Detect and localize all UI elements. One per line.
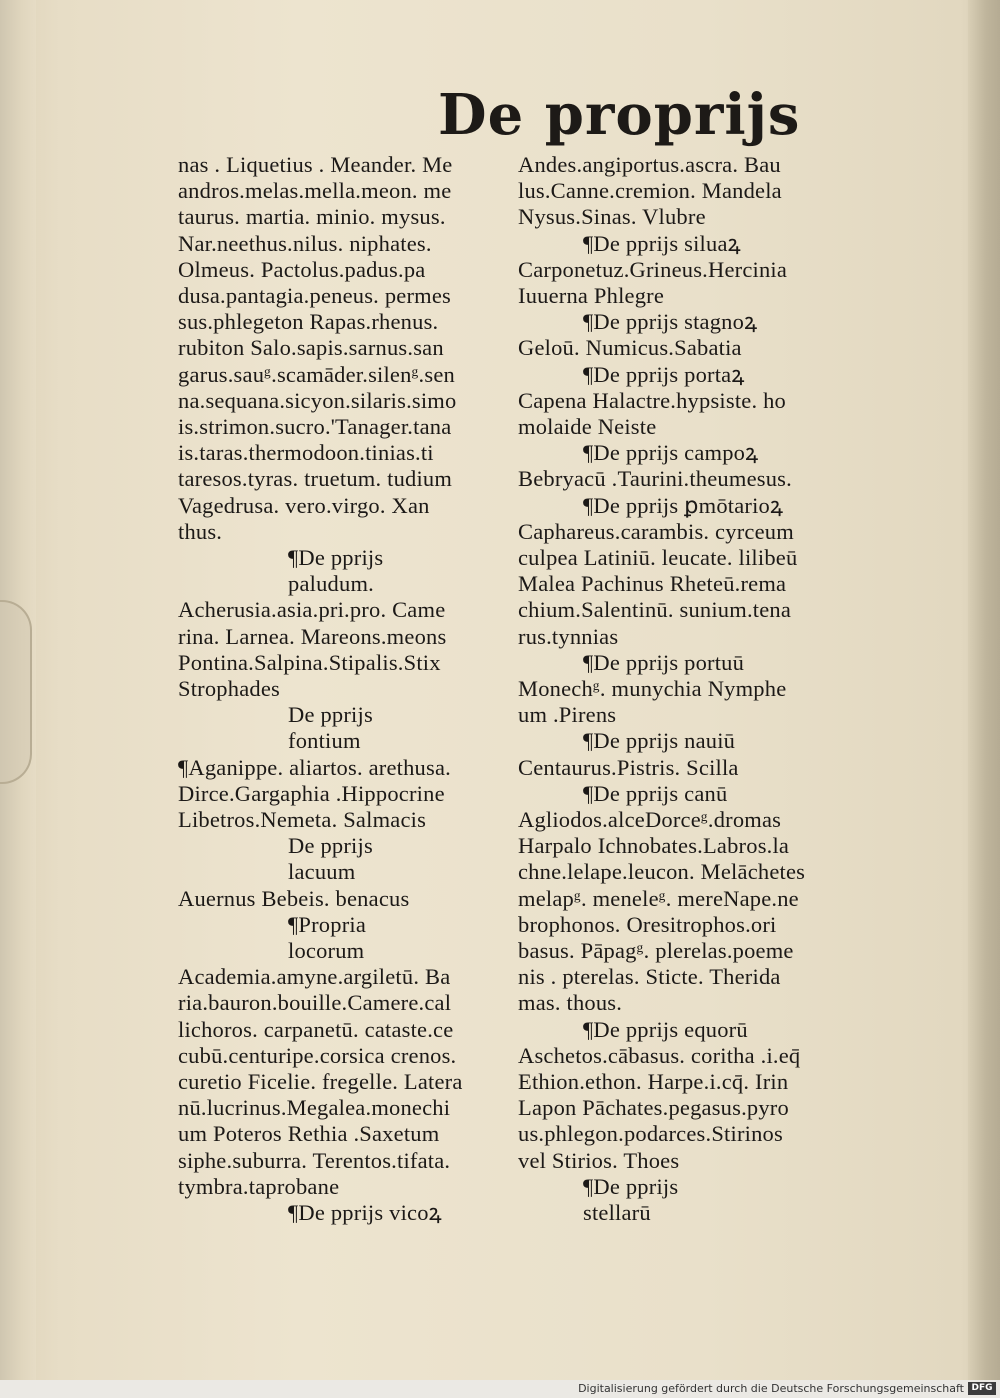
text-line: Academia.amyne.argiletū. Ba bbox=[178, 964, 451, 990]
section-heading: ¶De pprijs campoꝝ bbox=[583, 440, 759, 466]
text-line: ria.bauron.bouille.Camere.cal bbox=[178, 990, 452, 1016]
section-heading: ¶De pprijs siluaꝝ bbox=[583, 230, 741, 256]
section-heading: ¶De pprijs stagnoꝝ bbox=[583, 309, 758, 335]
section-heading: De pprijs bbox=[288, 702, 373, 728]
text-line: lichoros. carpanetū. cataste.ce bbox=[178, 1016, 454, 1042]
text-line: Auernus Bebeis. benacus bbox=[178, 885, 410, 911]
funding-credit: Digitalisierung gefördert durch die Deutsche Forschungsgemeinschaft bbox=[578, 1382, 964, 1395]
section-heading: paludum. bbox=[288, 571, 374, 597]
text-line: us.phlegon.podarces.Stirinos bbox=[518, 1121, 783, 1147]
text-line: brophonos. Oresitrophos.ori bbox=[518, 911, 777, 937]
text-line: Vagedrusa. vero.virgo. Xan bbox=[178, 492, 430, 518]
text-line: mas. thous. bbox=[518, 990, 623, 1016]
text-line: Libetros.Nemeta. Salmacis bbox=[178, 807, 427, 832]
text-line: nū.lucrinus.Megalea.monechi bbox=[178, 1095, 451, 1121]
text-line: taresos.tyras. truetum. tudium bbox=[178, 466, 453, 492]
text-line: taurus. martia. minio. mysus. bbox=[178, 204, 446, 230]
text-line: basus. Pāpagᵍ. plerelas.poeme bbox=[518, 938, 794, 963]
section-heading: lacuum bbox=[288, 859, 356, 885]
text-line: chium.Salentinū. sunium.tena bbox=[518, 597, 792, 623]
text-line: um .Pirens bbox=[518, 702, 617, 728]
text-line: chne.lelape.leucon. Melāchetes bbox=[518, 859, 806, 885]
section-heading: ¶De pprijs bbox=[288, 545, 384, 570]
text-line: Monechᵍ. munychia Nymphe bbox=[518, 676, 787, 701]
text-line: Pontina.Salpina.Stipalis.Stix bbox=[178, 649, 441, 675]
text-line: um Poteros Rethia .Saxetum bbox=[178, 1121, 440, 1147]
section-heading: fontium bbox=[288, 728, 361, 754]
text-line: Bebryacū .Taurini.theumesus. bbox=[518, 466, 792, 492]
text-line: Andes.angiportus.ascra. Bau bbox=[518, 152, 781, 177]
text-line: cubū.centuripe.corsica crenos. bbox=[178, 1042, 457, 1068]
text-line: culpea Latiniū. leucate. lilibeū bbox=[518, 545, 798, 570]
text-line: lus.Canne.cremion. Mandela bbox=[518, 178, 782, 204]
book-gutter bbox=[968, 0, 1000, 1380]
text-line: nas . Liquetius . Meander. Me bbox=[178, 152, 453, 177]
text-line: Agliodos.alceDorceᵍ.dromas bbox=[518, 807, 782, 832]
text-line: Carponetuz.Grineus.Hercinia bbox=[518, 256, 788, 282]
text-line: curetio Ficelie. fregelle. Latera bbox=[178, 1069, 463, 1094]
text-line: thus. bbox=[178, 518, 223, 544]
text-line: andros.melas.mella.meon. me bbox=[178, 178, 452, 204]
text-line: Harpalo Ichnobates.Labros.la bbox=[518, 833, 790, 859]
text-line: vel Stirios. Thoes bbox=[518, 1147, 680, 1173]
page-title: De proprijs bbox=[438, 82, 801, 148]
text-line: Nysus.Sinas. Vlubre bbox=[518, 204, 706, 230]
dfg-logo: DFG bbox=[968, 1382, 996, 1395]
section-heading: ¶De pprijs bbox=[583, 1173, 679, 1199]
text-line: siphe.suburra. Terentos.tifata. bbox=[178, 1147, 451, 1173]
text-line: Nar.neethus.nilus. niphates. bbox=[178, 230, 432, 256]
section-heading: ¶Propria bbox=[288, 911, 367, 937]
section-heading: ¶De pprijs portuū bbox=[583, 649, 745, 675]
binding-clasp bbox=[0, 600, 32, 784]
section-heading: ¶De pprijs portaꝝ bbox=[583, 361, 745, 387]
text-line: Malea Pachinus Rheteū.rema bbox=[518, 571, 787, 597]
section-heading: locorum bbox=[288, 938, 365, 963]
section-heading: ¶De pprijs equorū bbox=[583, 1016, 748, 1042]
text-line: tymbra.taprobane bbox=[178, 1173, 340, 1199]
text-line: melapᵍ. meneleᵍ. mereNape.ne bbox=[518, 885, 799, 911]
text-line: is.taras.thermodoon.tinias.ti bbox=[178, 440, 434, 466]
text-line: Dirce.Gargaphia .Hippocrine bbox=[178, 780, 445, 806]
text-line: garus.sauᵍ.scamāder.silenᵍ.sen bbox=[178, 361, 455, 387]
section-heading: stellarū bbox=[583, 1200, 651, 1225]
text-line: is.strimon.sucro.'Tanager.tana bbox=[178, 414, 452, 439]
section-heading: ¶De pprijs canū bbox=[583, 780, 728, 806]
text-line: Capena Halactre.hypsiste. ho bbox=[518, 387, 787, 413]
text-line: rubiton Salo.sapis.sarnus.san bbox=[178, 335, 444, 361]
section-heading: ¶De pprijs vicoꝝ bbox=[288, 1200, 442, 1225]
section-heading: ¶De pprijs ꝑmōtarioꝝ bbox=[583, 492, 784, 518]
text-line: Olmeus. Pactolus.padus.pa bbox=[178, 256, 426, 282]
footer-bar bbox=[0, 1380, 1000, 1398]
text-line: nis . pterelas. Sticte. Therida bbox=[518, 964, 781, 990]
text-line: Lapon Pāchates.pegasus.pyro bbox=[518, 1095, 789, 1121]
text-line: ¶Aganippe. aliartos. arethusa. bbox=[178, 754, 451, 780]
text-line: sus.phlegeton Rapas.rhenus. bbox=[178, 309, 439, 335]
section-heading: ¶De pprijs nauiū bbox=[583, 728, 736, 754]
text-line: rina. Larnea. Mareons.meons bbox=[178, 623, 447, 649]
text-line: Caphareus.carambis. cyrceum bbox=[518, 518, 794, 544]
section-heading: De pprijs bbox=[288, 833, 373, 859]
text-line: dusa.pantagia.peneus. permes bbox=[178, 283, 452, 308]
text-line: na.sequana.sicyon.silaris.simo bbox=[178, 387, 457, 413]
text-line: Ethion.ethon. Harpe.i.cq̄. Irin bbox=[518, 1069, 789, 1094]
text-line: Iuuerna Phlegre bbox=[518, 283, 665, 308]
text-line: Strophades bbox=[178, 676, 280, 701]
text-line: molaide Neiste bbox=[518, 414, 657, 439]
text-line: Geloū. Numicus.Sabatia bbox=[518, 335, 742, 361]
text-line: Aschetos.cābasus. coritha .i.eq̄ bbox=[518, 1042, 801, 1068]
text-line: Acherusia.asia.pri.pro. Came bbox=[178, 597, 446, 623]
text-line: rus.tynnias bbox=[518, 623, 619, 649]
text-line: Centaurus.Pistris. Scilla bbox=[518, 754, 739, 780]
